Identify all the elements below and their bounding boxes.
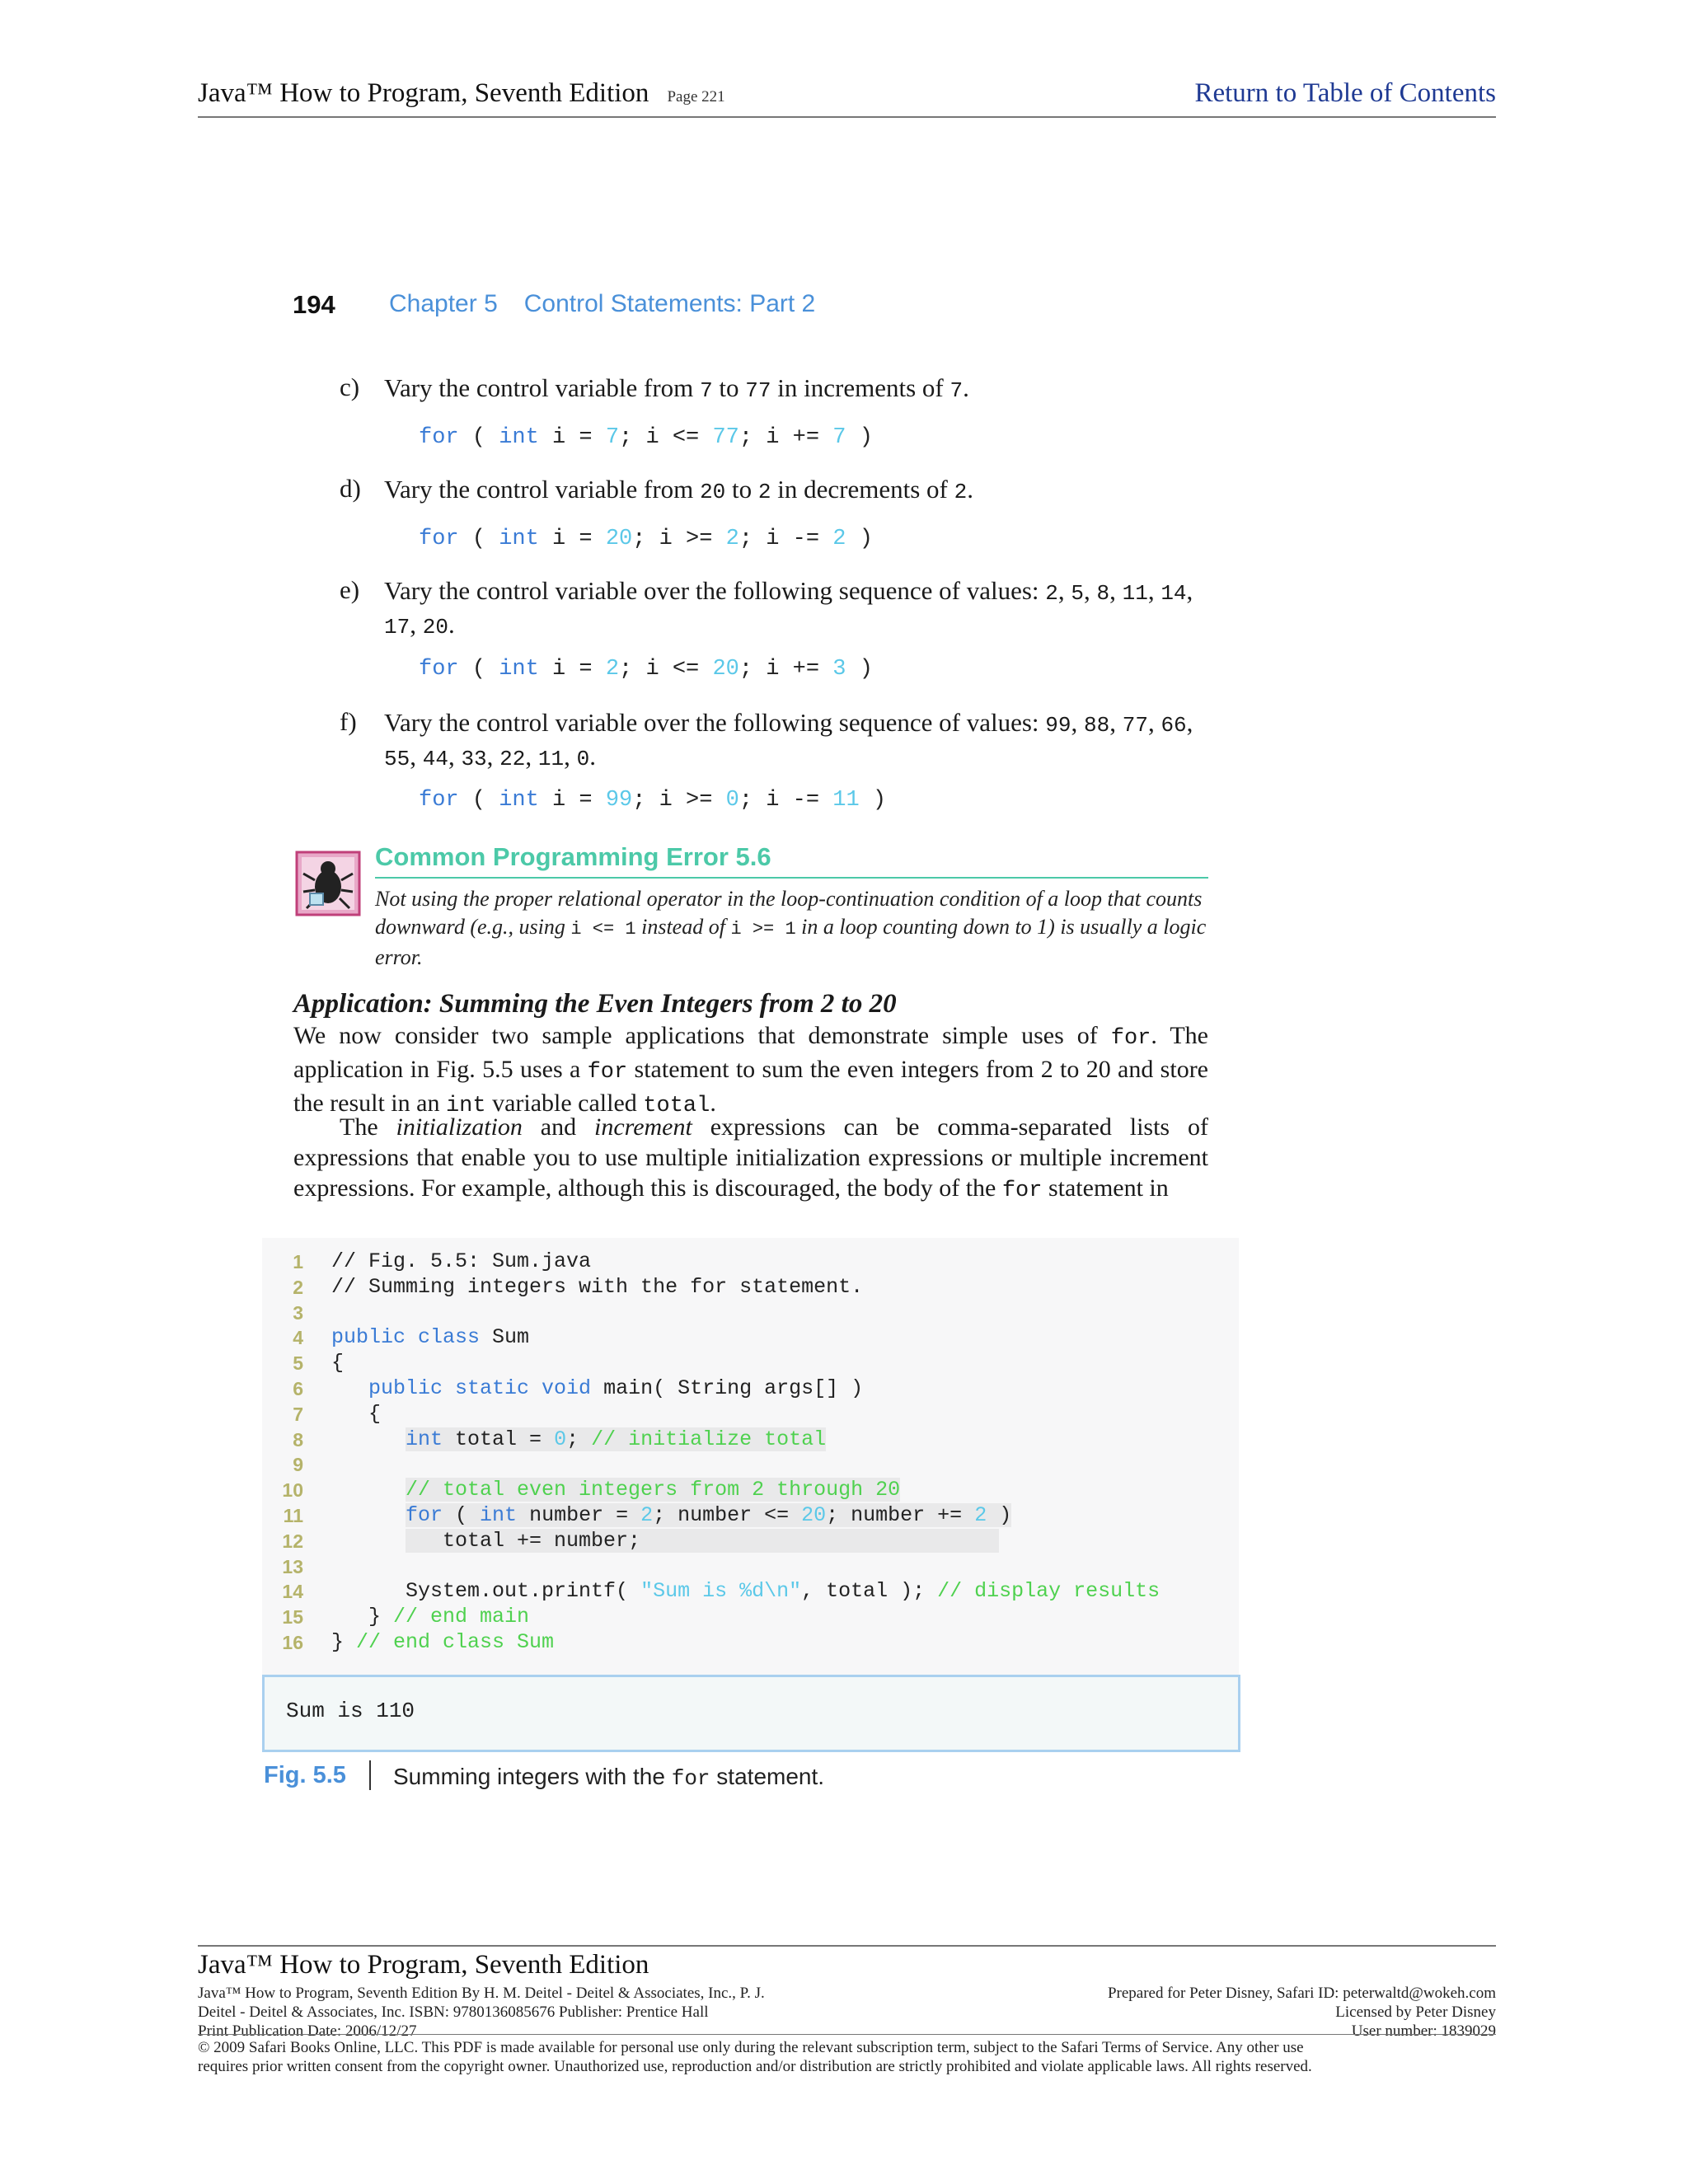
paragraph-2: The initialization and increment expressions can be comma-separated lists of expressions that enable you to use multiple initialization expressions or multiple increment expressions. For example, although this is discouraged, the body of the for statement in (293, 1113, 1208, 1203)
exercise-f-code: for ( int i = 99; i >= 0; i -= 11 ) (419, 788, 887, 813)
pdf-page-number: Page 221 (667, 88, 725, 105)
line-number: 7 (293, 1403, 303, 1425)
program-output: Sum is 110 (286, 1699, 415, 1723)
code-line-11 (272, 1503, 1228, 1529)
line-number: 3 (293, 1301, 303, 1324)
footer-licensed-by: Licensed by Peter Disney (1335, 2004, 1496, 2021)
footer-prepared-for: Prepared for Peter Disney, Safari ID: peterwaltd@wokeh.com (1107, 1985, 1496, 2002)
page-number: 194 (293, 290, 335, 319)
top-header (198, 78, 1496, 118)
line-number: 16 (282, 1631, 303, 1653)
line-number: 15 (282, 1606, 303, 1629)
exercise-e-code: for ( int i = 2; i <= 20; i += 3 ) (419, 657, 873, 682)
figure-label: Fig. 5.5 (264, 1762, 346, 1788)
exercise-c-code: for ( int i = 7; i <= 77; i += 7 ) (419, 425, 873, 450)
line-number: 4 (293, 1327, 303, 1349)
footer-user-number: User number: 1839029 (1351, 2022, 1496, 2040)
footer-rule-2 (198, 2034, 1496, 2035)
code-text: // total even integers from 2 through 20 (406, 1478, 901, 1502)
exercise-c-label: c) (340, 373, 360, 401)
code-text: { (331, 1351, 345, 1376)
footer-pub-date: Print Publication Date: 2006/12/27 (198, 2022, 417, 2040)
exercise-f-label: f) (340, 707, 357, 736)
error-box-rule (375, 877, 1208, 879)
code-line-4 (272, 1325, 1228, 1351)
exercise-d-text: Vary the control variable from 20 to 2 in decrements of 2. (384, 475, 973, 504)
footer-isbn: Deitel - Deitel & Associates, Inc. ISBN: 9780136085676 Publisher: Prentice Hall (198, 2004, 709, 2021)
footer-title: Java™ How to Program, Seventh Edition (198, 1950, 649, 1980)
line-number: 2 (293, 1276, 303, 1298)
code-text: total += number; (406, 1528, 1000, 1553)
code-text: int total = 0; // initialize total (406, 1427, 827, 1451)
footer-copyright-2: requires prior written consent from the copyright owner. Unauthorized use, reproduction and/or distribution are strictly prohibited and violate applicable laws. All rights reserved. (198, 2058, 1312, 2075)
line-number: 11 (283, 1504, 303, 1526)
book-title-text: Java™ How to Program, Seventh Edition (198, 78, 649, 108)
code-line-7 (272, 1402, 1228, 1427)
line-number: 1 (293, 1251, 303, 1272)
figure-caption: Summing integers with the for statement. (393, 1764, 825, 1791)
exercise-e-text: Vary the control variable over the following sequence of values: 2, 5, 8, 11, 14, 17, 20. (384, 576, 1193, 640)
code-line-2 (272, 1275, 1228, 1301)
line-number: 13 (282, 1555, 303, 1577)
chapter-title: Control Statements: Part 2 (523, 290, 816, 317)
line-number: 8 (293, 1428, 303, 1451)
code-line-16 (272, 1630, 1228, 1656)
code-line-8 (272, 1427, 1228, 1453)
code-text: // Fig. 5.5: Sum.java (331, 1249, 592, 1273)
line-number: 9 (293, 1454, 303, 1476)
toc-link[interactable]: Return to Table of Contents (1194, 78, 1496, 108)
exercise-e-label: e) (340, 575, 360, 604)
exercise-f-text: Vary the control variable over the following sequence of values: 99, 88, 77, 66, 55, 44, 33, 22, 11, 0. (384, 708, 1193, 771)
code-line-6 (272, 1376, 1228, 1402)
error-box-text: Not using the proper relational operator in the loop-continuation condition of a loop that counts downward (e.g., using i <= 1 instead of i >= 1 in a loop counting down to 1) is usually a logic error. (375, 887, 1207, 969)
line-number: 6 (293, 1377, 303, 1399)
chapter-number: Chapter 5 (389, 290, 498, 317)
code-text: System.out.printf( "Sum is %d\n", total ); // display results (331, 1579, 1160, 1604)
exercise-c-text: Vary the control variable from 7 to 77 in increments of 7. (384, 373, 969, 403)
paragraph-1: We now consider two sample applications that demonstrate simple uses of for. The application in Fig. 5.5 uses a for statement to sum the even integers from 2 to 20 and store the result in an int variable called total. (293, 1022, 1209, 1118)
code-text: public static void main( String args[] ) (368, 1376, 864, 1400)
code-text: public class Sum (331, 1325, 530, 1350)
code-line-3 (272, 1301, 1228, 1326)
code-text: // Summing integers with the for statement. (331, 1274, 864, 1299)
book-title (198, 78, 725, 109)
code-text: for ( int number = 2; number <= 20; number += 2 ) (406, 1502, 1012, 1527)
figure-separator (369, 1760, 371, 1790)
error-box-title: Common Programming Error 5.6 (375, 842, 771, 871)
code-line-9 (272, 1452, 1228, 1478)
code-text: } // end main (331, 1605, 530, 1629)
code-text: } // end class Sum (331, 1629, 555, 1654)
bug-icon (295, 851, 361, 916)
line-number: 10 (282, 1479, 303, 1502)
footer-copyright-1: © 2009 Safari Books Online, LLC. This PDF is made available for personal use only during the relevant subscription term, subject to the Safari Terms of Service. Any other use (198, 2039, 1304, 2056)
code-line-14 (272, 1579, 1228, 1605)
code-listing (272, 1249, 1228, 1656)
code-line-1 (272, 1249, 1228, 1275)
running-head (389, 290, 815, 318)
exercise-d-code: for ( int i = 20; i >= 2; i -= 2 ) (419, 527, 873, 551)
code-text: { (331, 1401, 382, 1426)
section-heading: Application: Summing the Even Integers from 2 to 20 (293, 989, 897, 1019)
program-output-box (262, 1675, 1240, 1752)
code-line-10 (272, 1478, 1228, 1503)
footer-rule (198, 1945, 1496, 1947)
line-number: 12 (282, 1530, 303, 1552)
line-number: 14 (282, 1581, 303, 1603)
footer-book-info: Java™ How to Program, Seventh Edition By H. M. Deitel - Deitel & Associates, Inc., P. J. (198, 1985, 765, 2002)
code-line-12 (272, 1529, 1228, 1554)
exercise-d-label: d) (340, 474, 361, 503)
code-line-5 (272, 1351, 1228, 1376)
code-line-13 (272, 1554, 1228, 1580)
code-line-15 (272, 1605, 1228, 1630)
line-number: 5 (293, 1352, 303, 1375)
